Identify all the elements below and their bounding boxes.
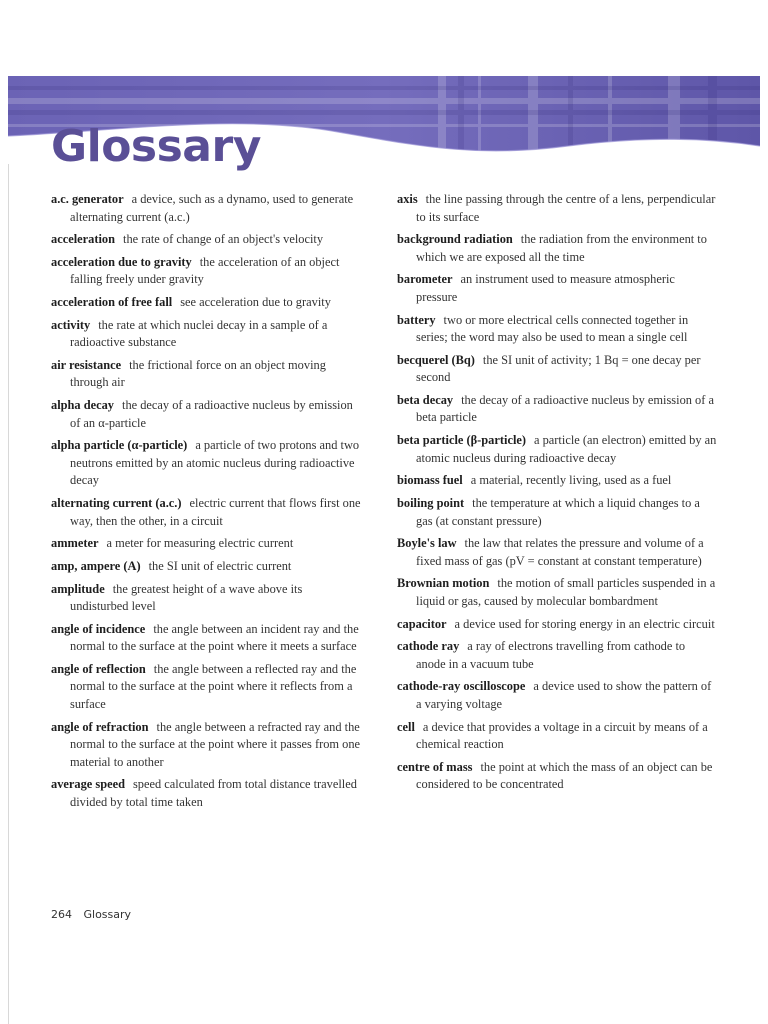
glossary-entry [51, 719, 361, 772]
glossary-term: amplitude [51, 581, 105, 596]
glossary-definition: an instrument used to measure atmospheric pressure [416, 272, 675, 304]
glossary-term: average speed [51, 777, 125, 792]
glossary-definition: the angle between a refracted ray and the normal to the surface at the point where it passes from one material to another [70, 719, 361, 769]
glossary-definition: the greatest height of a wave above its undisturbed level [70, 581, 303, 614]
glossary-definition: a device, such as a dynamo, used to generate alternating current (a.c.) [70, 192, 354, 224]
glossary-term: cell [397, 719, 415, 734]
glossary-entry [51, 357, 361, 392]
glossary-column-right [397, 191, 717, 799]
glossary-term: cathode ray [397, 639, 460, 654]
glossary-entry [397, 312, 717, 347]
glossary-entry [397, 719, 717, 754]
glossary-entry [51, 254, 361, 289]
glossary-term: Boyle's law [397, 536, 457, 551]
glossary-entry [51, 776, 361, 811]
glossary-entry [397, 472, 717, 490]
glossary-definition: the point at which the mass of an object can be considered to be concentrated [416, 759, 713, 792]
glossary-definition: the temperature at which a liquid changes to a gas (at constant pressure) [416, 496, 700, 528]
glossary-term: barometer [397, 272, 453, 287]
glossary-entry [397, 495, 717, 530]
glossary-definition: the rate at which nuclei decay in a sample of a radioactive substance [70, 317, 328, 350]
glossary-definition: two or more electrical cells connected together in series; the word may also be used to mean a single cell [416, 312, 689, 345]
glossary-term: boiling point [397, 496, 465, 510]
glossary-term: cathode-ray oscilloscope [397, 679, 526, 694]
glossary-definition: a particle (an electron) emitted by an atomic nucleus during radioactive decay [416, 433, 717, 465]
glossary-definition: speed calculated from total distance travelled divided by total time taken [70, 777, 357, 809]
glossary-term: beta decay [397, 392, 454, 407]
glossary-definition: the SI unit of electric current [148, 558, 292, 573]
glossary-entry [51, 317, 361, 352]
glossary-definition: a ray of electrons travelling from cathode to anode in a vacuum tube [416, 639, 686, 671]
glossary-entry [397, 678, 717, 713]
glossary-entry [397, 759, 717, 794]
glossary-entry [397, 535, 717, 570]
glossary-entry [397, 616, 717, 634]
glossary-definition: the angle between a reflected ray and the normal to the surface at the point where it reflects from a surface [70, 661, 357, 711]
glossary-entry [397, 231, 717, 266]
glossary-entry [397, 575, 717, 610]
glossary-entry [51, 437, 361, 490]
glossary-term: a.c. generator [51, 192, 124, 206]
glossary-term: angle of refraction [51, 719, 149, 734]
glossary-entry [397, 352, 717, 387]
glossary-entry [51, 558, 361, 576]
glossary-definition: the motion of small particles suspended in a liquid or gas, caused by molecular bombardment [416, 576, 716, 608]
glossary-term: alpha particle (α-particle) [51, 438, 188, 453]
glossary-definition: the rate of change of an object's velocity [123, 232, 324, 247]
glossary-definition: see acceleration due to gravity [180, 295, 331, 310]
glossary-term: angle of incidence [51, 621, 146, 636]
glossary-entry [51, 231, 361, 249]
glossary-definition: a meter for measuring electric current [106, 536, 294, 551]
glossary-term: beta particle (β-particle) [397, 433, 527, 448]
glossary-term: acceleration [51, 232, 115, 247]
glossary-term: background radiation [397, 232, 513, 247]
glossary-definition: a device used to show the pattern of a varying voltage [416, 679, 712, 711]
glossary-definition: the frictional force on an object moving through air [70, 357, 326, 390]
glossary-definition: a particle of two protons and two neutrons emitted by an atomic nucleus during radioactive decay [70, 438, 360, 488]
glossary-definition: the law that relates the pressure and volume of a fixed mass of gas (pV = constant at constant temperature) [416, 536, 704, 568]
glossary-term: capacitor [397, 616, 447, 631]
glossary-entry [51, 535, 361, 553]
glossary-entry [397, 392, 717, 427]
glossary-entry [51, 581, 361, 616]
page-number: 264 [51, 908, 72, 921]
glossary-definition: the SI unit of activity; 1 Bq = one decay per second [416, 352, 701, 385]
glossary-term: biomass fuel [397, 473, 463, 488]
glossary-entry [51, 621, 361, 656]
glossary-term: axis [397, 192, 418, 206]
glossary-definition: the radiation from the environment to which we are exposed all the time [416, 232, 707, 264]
glossary-term: alpha decay [51, 398, 114, 413]
glossary-term: angle of reflection [51, 661, 146, 676]
footer-section-label: Glossary [83, 908, 132, 921]
glossary-term: acceleration of free fall [51, 295, 173, 310]
glossary-term: alternating current (a.c.) [51, 496, 182, 510]
glossary-definition: the acceleration of an object falling freely under gravity [70, 254, 340, 287]
glossary-definition: a material, recently living, used as a fuel [470, 473, 672, 488]
glossary-entry [397, 191, 717, 226]
glossary-column-left [51, 191, 361, 817]
glossary-definition: a device used for storing energy in an electric circuit [454, 616, 715, 631]
page-footer [51, 908, 131, 921]
glossary-definition: the decay of a radioactive nucleus by emission of a beta particle [416, 392, 714, 425]
glossary-term: acceleration due to gravity [51, 254, 192, 269]
glossary-definition: the line passing through the centre of a lens, perpendicular to its surface [416, 192, 716, 224]
glossary-entry [397, 432, 717, 467]
glossary-definition: a device that provides a voltage in a circuit by means of a chemical reaction [416, 719, 708, 752]
glossary-term: battery [397, 312, 436, 327]
glossary-entry [397, 271, 717, 306]
glossary-definition: the decay of a radioactive nucleus by emission of an α-particle [70, 398, 353, 430]
glossary-term: ammeter [51, 536, 99, 551]
glossary-definition: electric current that flows first one way, then the other, in a circuit [70, 496, 361, 528]
glossary-entry [51, 397, 361, 432]
glossary-entry [51, 495, 361, 530]
glossary-entry [51, 661, 361, 714]
glossary-term: activity [51, 317, 91, 332]
glossary-term: Brownian motion [397, 576, 490, 591]
glossary-entry [51, 294, 361, 312]
page-title: Glossary [51, 121, 261, 172]
glossary-term: amp, ampere (A) [51, 558, 141, 573]
glossary-term: becquerel (Bq) [397, 352, 475, 367]
glossary-term: centre of mass [397, 759, 473, 774]
glossary-entry [397, 638, 717, 673]
glossary-term: air resistance [51, 357, 122, 372]
glossary-definition: the angle between an incident ray and the normal to the surface at the point where it meets a surface [70, 621, 359, 654]
glossary-entry [51, 191, 361, 226]
